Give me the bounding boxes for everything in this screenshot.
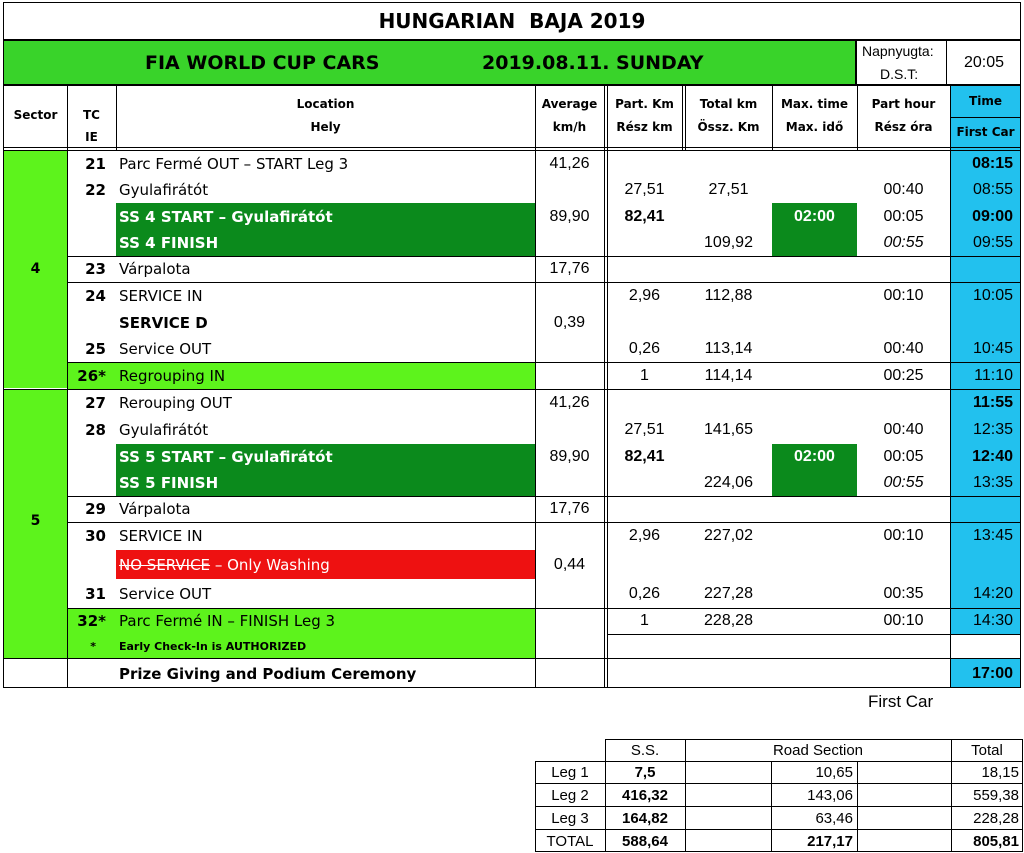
row-11-total [685, 444, 772, 470]
row-1-location: Gyulafirátót [119, 180, 209, 199]
row-16-hour: 00:35 [883, 584, 924, 602]
subheader-bar [3, 40, 856, 85]
row-14-time: 13:45 [972, 527, 1013, 544]
summary-label-3: TOTAL [546, 832, 594, 850]
row-12-part [607, 470, 682, 496]
summary-road-0: 10,65 [815, 763, 853, 781]
summary-total-3: 805,81 [973, 832, 1019, 850]
summary-ss-2: 164,82 [622, 809, 668, 827]
row-16-part: 0,26 [628, 584, 661, 602]
row-8-max [772, 363, 857, 389]
row-2-tc [67, 203, 116, 230]
row-0-time: 08:15 [972, 154, 1013, 172]
row-17-tc: 32* [77, 612, 106, 630]
row-12-avg [535, 470, 604, 496]
row-4-total [685, 256, 772, 282]
sector-4-label: 4 [30, 261, 41, 277]
row-5-total: 112,88 [704, 286, 753, 304]
row-18-part [607, 634, 682, 658]
row-0-location: Parc Fermé OUT – START Leg 3 [119, 154, 349, 173]
row-11-location: SS 5 START – Gyulafirátót [119, 448, 333, 466]
row-7-time: 10:45 [972, 340, 1013, 357]
summary-ss-3: 588,64 [622, 832, 668, 850]
row-10-time: 12:35 [972, 421, 1013, 438]
row-4-hour [857, 256, 950, 282]
row-2-avg: 89,90 [549, 207, 590, 225]
row-0-total [685, 150, 772, 177]
summary-header-road: Road Section [772, 742, 864, 759]
row-1-total: 27,51 [708, 180, 749, 198]
row-6-tc [67, 309, 116, 336]
summary-total-2: 228,28 [973, 809, 1019, 827]
col-time-first-car: First Car [956, 125, 1015, 139]
row-19-hour [857, 659, 950, 688]
row-8-avg [535, 363, 604, 389]
row-2-location: SS 4 START – Gyulafirátót [119, 207, 333, 226]
sector-5-label: 5 [30, 513, 41, 529]
row-7-max [772, 335, 857, 363]
col-max-time: Max. time [780, 97, 848, 111]
row-5-part: 2,96 [628, 286, 661, 304]
row-12-total: 224,06 [704, 474, 753, 491]
row-2-total [685, 203, 772, 230]
row-12-time: 13:35 [972, 474, 1013, 491]
row-15-hour [857, 550, 950, 579]
col-average-unit: km/h [552, 120, 587, 134]
row-17-max [772, 608, 857, 634]
event-date: 2019.08.11. SUNDAY [482, 51, 704, 74]
row-9-time: 11:55 [972, 393, 1013, 411]
struck-location: NO SERVICE [119, 555, 211, 574]
row-18-location: Early Check-In is AUTHORIZED [119, 639, 307, 653]
row-3-max [772, 229, 857, 256]
row-6-max [772, 309, 857, 336]
col-tc: TC [83, 108, 100, 122]
row-7-avg [535, 335, 604, 363]
summary-road-1: 143,06 [807, 786, 853, 804]
row-16-tc: 31 [85, 584, 106, 603]
row-13-time [950, 496, 1021, 522]
row-15-max [772, 550, 857, 579]
row-17-avg [535, 608, 604, 634]
row-7-tc: 25 [85, 340, 106, 358]
row-17-part: 1 [640, 612, 649, 629]
row-0-hour [857, 150, 950, 177]
col-total-km-hu: Össz. Km [697, 120, 760, 134]
row-11-tc [67, 444, 116, 470]
row-8-part: 1 [640, 367, 649, 384]
summary-table [535, 739, 1023, 852]
col-location: Location [296, 97, 355, 111]
row-8-tc: 26* [77, 367, 106, 385]
row-19-tc [67, 659, 116, 688]
col-part-hour: Part hour [871, 97, 936, 111]
row-12-max [772, 470, 857, 496]
summary-header-total: Total [971, 742, 1003, 759]
summary-total-1: 559,38 [973, 786, 1019, 804]
summary-ss-0: 7,5 [634, 763, 656, 781]
row-8-time: 11:10 [974, 367, 1013, 384]
category-label: FIA WORLD CUP CARS [145, 51, 380, 74]
row-13-total [685, 496, 772, 522]
summary-label-1: Leg 2 [551, 786, 589, 804]
row-1-time: 08:55 [972, 180, 1013, 198]
row-17-time: 14:30 [972, 612, 1013, 629]
row-16-avg [535, 579, 604, 608]
summary-total-0: 18,15 [981, 763, 1019, 781]
row-6-part [607, 309, 682, 336]
row-3-location: SS 4 FINISH [119, 233, 219, 252]
row-9-total [685, 389, 772, 416]
col-part-hour-hu: Rész óra [874, 120, 933, 134]
row-13-location: Várpalota [119, 500, 191, 518]
row-15-total [685, 550, 772, 579]
row-0-avg: 41,26 [549, 154, 590, 172]
row-16-total: 227,28 [704, 584, 753, 602]
row-11-time: 12:40 [972, 448, 1013, 465]
row-15-avg: 0,44 [553, 555, 586, 573]
row-17-hour: 00:10 [883, 612, 924, 629]
row-6-location: SERVICE D [119, 313, 208, 332]
row-17-total: 228,28 [704, 612, 753, 629]
col-ie: IE [85, 130, 98, 144]
row-3-tc [67, 229, 116, 256]
row-0-max [772, 150, 857, 177]
row-3-hour: 00:55 [883, 233, 924, 251]
row-10-total: 141,65 [704, 421, 753, 438]
row-13-tc: 29 [85, 500, 106, 518]
location-remark: – Only Washing [210, 555, 330, 574]
row-1-tc: 22 [85, 180, 106, 199]
row-5-time: 10:05 [972, 286, 1013, 304]
row-1-hour: 00:40 [883, 180, 924, 198]
row-7-total: 113,14 [704, 340, 753, 357]
row-3-avg [535, 229, 604, 256]
row-1-part: 27,51 [624, 180, 665, 198]
row-18-total [685, 634, 772, 658]
summary-label-0: Leg 1 [551, 763, 589, 781]
row-3-time: 09:55 [972, 233, 1013, 251]
col-location-hu: Hely [310, 120, 341, 134]
row-9-tc: 27 [85, 393, 106, 412]
row-4-tc: 23 [85, 260, 106, 278]
row-14-tc: 30 [85, 527, 106, 545]
row-9-avg: 41,26 [549, 393, 590, 411]
row-15-part [607, 550, 682, 579]
row-9-part [607, 389, 682, 416]
row-19-location: Prize Giving and Podium Ceremony [119, 664, 417, 683]
col-time: Time [969, 94, 1002, 108]
row-14-avg [535, 522, 604, 550]
row-4-part [607, 256, 682, 282]
row-9-hour [857, 389, 950, 416]
row-4-max [772, 256, 857, 282]
row-13-max [772, 496, 857, 522]
summary-ss-1: 416,32 [622, 786, 668, 804]
row-3-total: 109,92 [704, 233, 753, 251]
row-19-time: 17:00 [972, 664, 1013, 682]
row-15-location [119, 550, 533, 579]
col-average: Average [541, 97, 598, 111]
col-total-km: Total km [699, 97, 758, 111]
row-10-location: Gyulafirátót [119, 421, 209, 439]
row-5-max [772, 282, 857, 309]
row-15-tc [67, 550, 116, 579]
row-12-hour: 00:55 [883, 474, 924, 491]
row-18-avg [535, 634, 604, 658]
col-part-km-hu: Rész km [616, 120, 673, 134]
sunset-label-1: Napnyugta: [862, 43, 934, 59]
row-18-max [772, 634, 857, 658]
sunset-label-2: D.S.T: [880, 66, 919, 82]
row-7-hour: 00:40 [883, 340, 924, 357]
row-5-tc: 24 [85, 286, 106, 305]
row-6-avg: 0,39 [553, 313, 586, 331]
row-11-avg: 89,90 [549, 448, 590, 465]
row-18-hour [857, 634, 950, 658]
summary-road-3: 217,17 [807, 832, 853, 850]
row-7-location: Service OUT [119, 340, 212, 358]
row-11-part: 82,41 [624, 448, 665, 465]
row-11-hour: 00:05 [883, 448, 924, 465]
first-car-note: First Car [868, 692, 934, 711]
row-13-part [607, 496, 682, 522]
row-16-max [772, 579, 857, 608]
col-max-time-hu: Max. idő [785, 120, 844, 134]
row-13-avg: 17,76 [549, 500, 590, 517]
row-19-part [607, 659, 682, 688]
row-1-avg [535, 176, 604, 203]
row-18-tc: * [90, 639, 96, 653]
row-16-time: 14:20 [972, 584, 1013, 602]
row-10-tc: 28 [85, 421, 106, 439]
row-18-time [950, 634, 1021, 658]
row-17-location: Parc Fermé IN – FINISH Leg 3 [119, 612, 336, 630]
row-5-avg [535, 282, 604, 309]
row-12-location: SS 5 FINISH [119, 474, 219, 492]
row-8-location: Regrouping IN [119, 367, 226, 385]
row-4-location: Várpalota [119, 260, 191, 278]
row-1-max [772, 176, 857, 203]
col-part-km: Part. Km [615, 97, 674, 111]
row-6-total [685, 309, 772, 336]
row-8-total: 114,14 [704, 367, 753, 384]
page-title: HUNGARIAN BAJA 2019 [378, 9, 646, 33]
row-15-time [950, 550, 1021, 579]
row-14-total: 227,02 [704, 527, 753, 544]
row-14-part: 2,96 [628, 527, 661, 544]
row-2-hour: 00:05 [883, 207, 924, 225]
row-2-time: 09:00 [972, 207, 1013, 225]
row-6-hour [857, 309, 950, 336]
row-14-hour: 00:10 [883, 527, 924, 544]
row-7-part: 0,26 [628, 340, 661, 357]
row-2-max: 02:00 [794, 207, 835, 225]
row-16-location: Service OUT [119, 584, 212, 603]
row-9-location: Rerouping OUT [119, 393, 232, 412]
row-5-hour: 00:10 [883, 286, 924, 304]
row-11-max: 02:00 [794, 448, 835, 465]
row-2-part: 82,41 [624, 207, 665, 225]
row-12-tc [67, 470, 116, 496]
row-10-avg [535, 416, 604, 444]
row-6-time [950, 309, 1021, 336]
row-5-location: SERVICE IN [119, 286, 203, 305]
row-3-part [607, 229, 682, 256]
row-4-avg: 17,76 [549, 260, 590, 277]
summary-road-2: 63,46 [815, 809, 853, 827]
row-0-part [607, 150, 682, 177]
summary-header-ss: S.S. [630, 742, 660, 759]
row-10-hour: 00:40 [883, 421, 924, 438]
row-19-max [772, 659, 857, 688]
row-0-tc: 21 [85, 154, 106, 173]
col-sector: Sector [13, 108, 58, 122]
row-9-max [772, 389, 857, 416]
row-4-time [950, 256, 1021, 282]
row-10-part: 27,51 [624, 421, 665, 438]
row-19-total [685, 659, 772, 688]
row-14-max [772, 522, 857, 550]
row-14-location: SERVICE IN [119, 527, 203, 545]
row-19-avg [535, 659, 604, 688]
row-10-max [772, 416, 857, 444]
row-8-hour: 00:25 [883, 367, 924, 384]
row-13-hour [857, 496, 950, 522]
summary-label-2: Leg 3 [551, 809, 589, 827]
sunset-time: 20:05 [963, 53, 1005, 71]
